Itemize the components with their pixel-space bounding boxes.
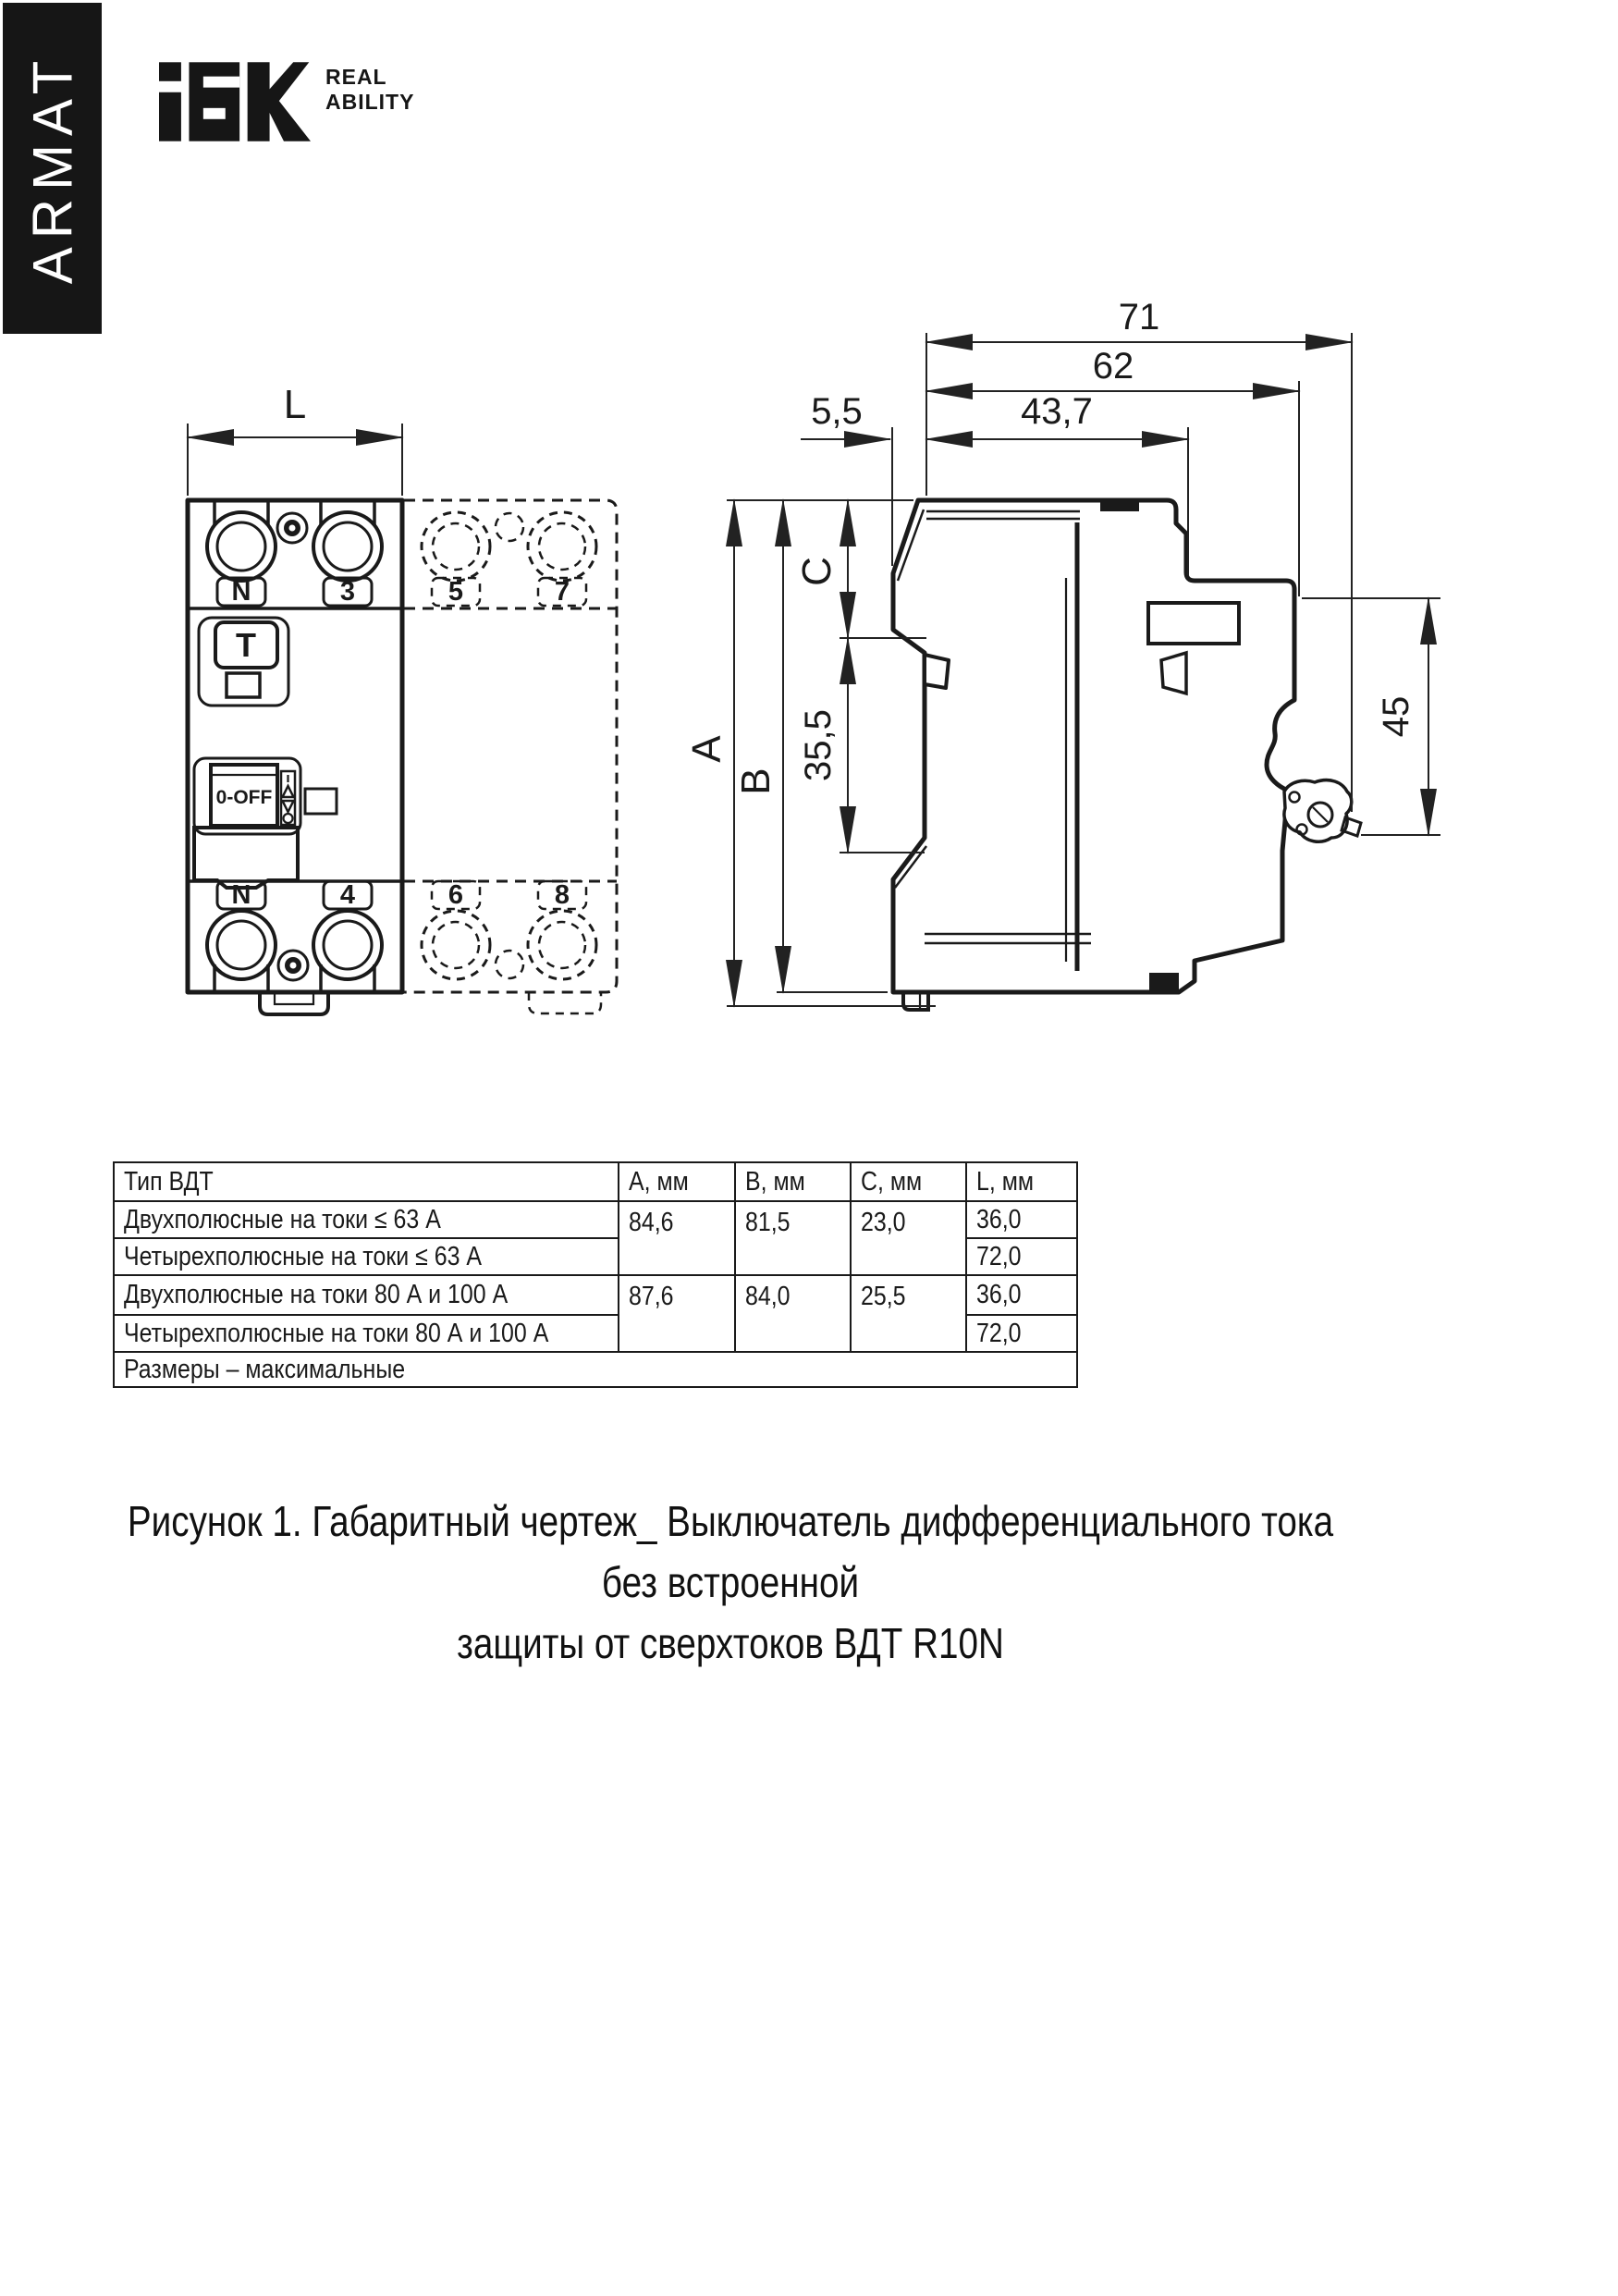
value-l: 72,0 [976, 1318, 1022, 1348]
dim-label-B: B [733, 767, 778, 795]
dim-label-71: 71 [1118, 297, 1160, 338]
row-type: Четырехполюсные на токи ≤ 63 А [124, 1241, 483, 1271]
dim-label-62: 62 [1092, 346, 1134, 387]
col-header-type: Тип ВДТ [124, 1166, 214, 1197]
second-module-dashed [404, 500, 617, 1013]
col-header-c: С, мм [861, 1166, 923, 1197]
table-header-row [114, 1162, 1077, 1201]
dimension-B [733, 500, 783, 992]
dimension-A [684, 500, 734, 1006]
tagline-line1: REAL [325, 65, 387, 89]
dim-label-A: A [684, 735, 729, 763]
terminal-label-n-top: N [231, 577, 251, 607]
caption-line1: Рисунок 1. Габаритный чертеж_ Выключатель дифференциального тока без встроенной [127, 1497, 1334, 1606]
row-type: Четырехполюсные на токи 80 А и 100 А [124, 1318, 549, 1348]
table-footer-row [114, 1352, 1077, 1387]
dimension-L [188, 382, 402, 496]
terminal-label-7: 7 [554, 577, 570, 607]
col-header-b: В, мм [745, 1166, 805, 1197]
table-footnote: Размеры – максимальные [124, 1354, 406, 1384]
value-a: 87,6 [629, 1282, 674, 1311]
table-row [114, 1201, 1077, 1238]
dimensional-drawing [0, 0, 1618, 1091]
value-c: 25,5 [861, 1282, 906, 1311]
row-type: Двухполюсные на токи 80 А и 100 А [124, 1280, 509, 1309]
front-view-drawing [188, 382, 617, 1014]
terminal-label-5: 5 [447, 577, 464, 607]
value-a: 84,6 [629, 1208, 674, 1237]
dim-label-5-5: 5,5 [811, 391, 863, 432]
dim-label-L: L [283, 382, 307, 427]
value-l: 36,0 [976, 1280, 1022, 1309]
value-b: 81,5 [745, 1208, 791, 1237]
dim-label-C: C [794, 557, 840, 586]
value-c: 23,0 [861, 1208, 906, 1237]
tagline-line2: ABILITY [325, 90, 415, 114]
col-header-l: L, мм [976, 1166, 1035, 1197]
value-l: 36,0 [976, 1204, 1022, 1234]
col-header-a: А, мм [629, 1166, 689, 1197]
terminal-label-8: 8 [554, 880, 570, 910]
value-b: 84,0 [745, 1282, 791, 1311]
dimension-35-5 [798, 638, 925, 853]
dimension-5-5 [801, 391, 892, 566]
switch-label: 0-OFF [215, 787, 273, 808]
terminal-label-n-bottom: N [231, 880, 251, 910]
side-switch-handle [925, 655, 949, 688]
value-l: 72,0 [976, 1241, 1022, 1271]
device-body-side [893, 500, 1294, 992]
caption-line2: защиты от сверхтоков ВДТ R10N [457, 1619, 1004, 1667]
terminal-label-3: 3 [339, 577, 356, 607]
figure-caption [116, 1491, 1343, 1674]
armat-brand-label: ARMAT [21, 52, 83, 285]
terminal-label-4: 4 [339, 880, 356, 910]
dim-label-45: 45 [1376, 695, 1416, 738]
terminal-label-6: 6 [447, 880, 464, 910]
dim-label-35-5: 35,5 [798, 709, 839, 781]
din-release-clip [1284, 780, 1361, 842]
dimensions-table [113, 1161, 1078, 1388]
table-row [114, 1275, 1077, 1315]
row-type: Двухполюсные на токи ≤ 63 А [124, 1204, 441, 1234]
side-view-drawing [684, 297, 1440, 1010]
test-button-label: T [236, 626, 256, 664]
dim-label-43-7: 43,7 [1021, 391, 1093, 432]
